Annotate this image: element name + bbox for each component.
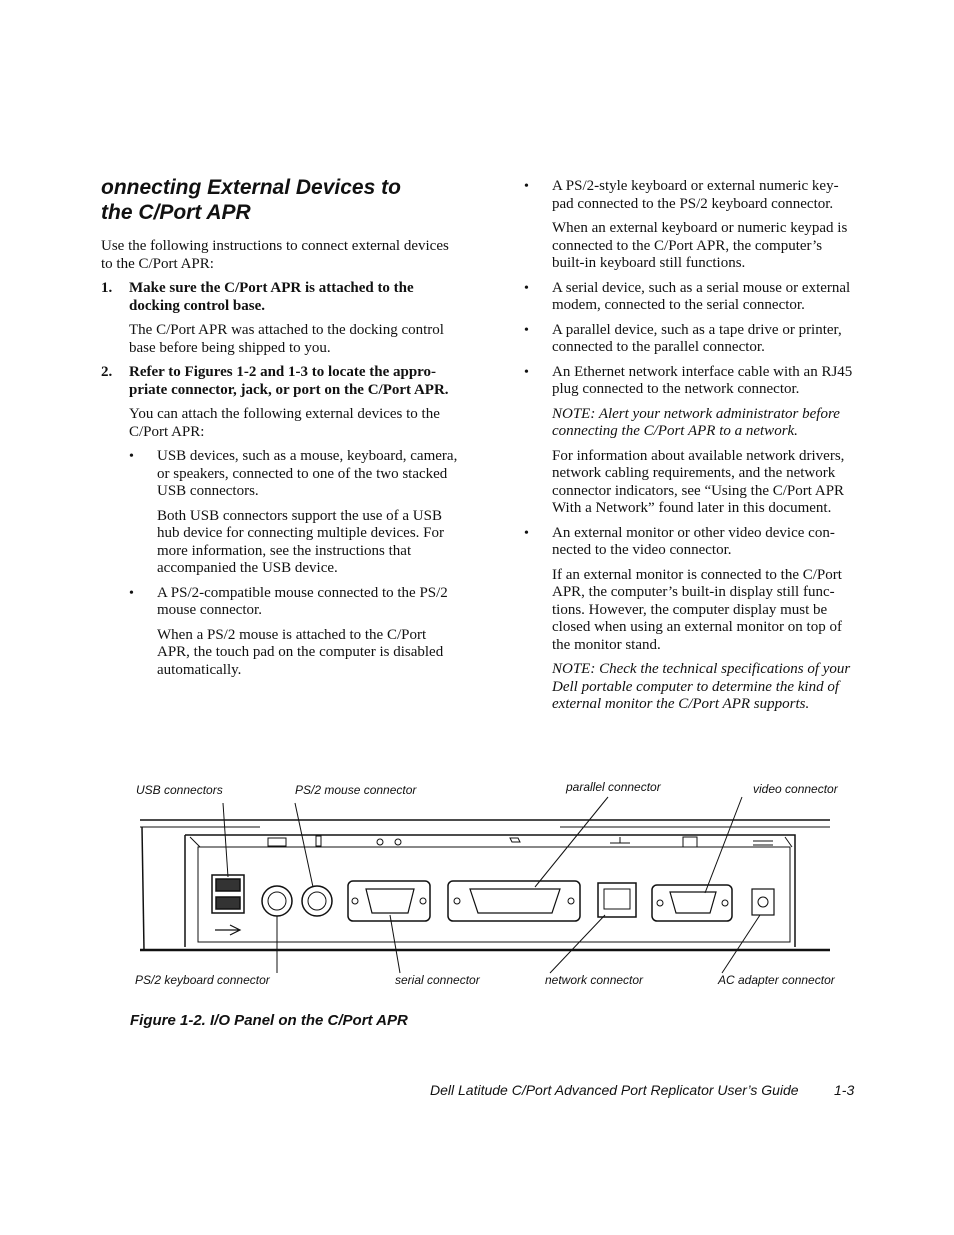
list-item-network xyxy=(524,364,854,399)
list-item-parallel xyxy=(524,322,854,357)
list-item-text: An Ethernet network interface cable with an RJ45 plug connected to the network connector. xyxy=(552,363,853,397)
list-item-text: A parallel device, such as a tape drive or printer, connected to the parallel connector. xyxy=(552,321,842,355)
step-1-body: The C/Port APR was attached to the docking control base before being shipped to you. xyxy=(129,322,444,356)
label-usb-connectors: USB connectors xyxy=(136,783,223,797)
list-item-detail: When an external keyboard or numeric keypad is connected to the C/Port APR, the computer’s built-in keyboard still functions. xyxy=(552,220,848,271)
network-note: NOTE: Alert your network administrator before connecting the C/Port APR to a network. xyxy=(552,405,840,439)
label-ps2-keyboard-connector: PS/2 keyboard connector xyxy=(135,973,270,987)
bullet-icon: • xyxy=(524,322,529,338)
list-item-detail: For information about available network drivers, network cabling requirements, and the network connector indicators, see “Using the C/Port APR With a Network” found later in this document. xyxy=(552,447,845,516)
heading-line-1: onnecting External Devices to xyxy=(101,176,401,199)
step-2 xyxy=(101,364,461,399)
io-panel-figure xyxy=(130,775,850,1000)
heading-line-2: the C/Port APR xyxy=(101,201,251,224)
section-heading xyxy=(101,175,471,225)
label-parallel-connector: parallel connector xyxy=(566,780,661,794)
step-1-text: Make sure the C/Port APR is attached to the docking control base. xyxy=(129,280,414,314)
list-item-usb xyxy=(101,448,461,501)
step-2-text: Refer to Figures 1-2 and 1-3 to locate the appropriate connector, jack, or port on the C/Port APR. xyxy=(129,364,449,398)
bullet-icon: • xyxy=(129,449,134,464)
io-panel-illustration xyxy=(130,775,850,1000)
list-item-text: A PS/2-compatible mouse connected to the PS/2 mouse connector. xyxy=(157,584,448,618)
label-serial-connector: serial connector xyxy=(395,973,480,987)
bullet-icon: • xyxy=(129,585,134,601)
list-item-text: A PS/2-style keyboard or external numeric keypad connected to the PS/2 keyboard connector. xyxy=(552,178,839,212)
step-1-number: 1. xyxy=(101,280,113,296)
list-item-detail: Both USB connectors support the use of a USB hub device for connecting multiple devices. For more information, see the instructions that accompanied the USB device. xyxy=(157,507,444,576)
list-item-ps2-keyboard xyxy=(524,178,854,213)
footer-title: Dell Latitude C/Port Advanced Port Replicator User’s Guide xyxy=(430,1082,799,1098)
list-item-detail: When a PS/2 mouse is attached to the C/Port APR, the touch pad on the computer is disabled automatically. xyxy=(157,626,444,678)
figure-caption: Figure 1-2. I/O Panel on the C/Port APR xyxy=(130,1012,408,1029)
list-item-detail: If an external monitor is connected to the C/Port APR, the computer’s built-in display still functions. However, the computer display must be closed when using an external monitor on top of the monitor stand. xyxy=(552,566,842,653)
bullet-icon: • xyxy=(524,364,529,380)
list-item-text: An external monitor or other video device connected to the video connector. xyxy=(552,524,835,558)
bullet-icon: • xyxy=(524,525,529,541)
label-ac-adapter-connector: AC adapter connector xyxy=(718,973,835,987)
list-item-ps2-mouse xyxy=(101,585,461,620)
bullet-icon: • xyxy=(524,179,529,194)
page-number: 1-3 xyxy=(834,1082,855,1098)
bullet-icon: • xyxy=(524,280,529,296)
label-network-connector: network connector xyxy=(545,973,644,987)
step-2-body: You can attach the following external devices to the C/Port APR: xyxy=(129,406,440,440)
list-item-serial xyxy=(524,280,854,315)
label-video-connector: video connector xyxy=(753,782,838,796)
step-1 xyxy=(101,280,461,315)
monitor-note: NOTE: Check the technical specifications of your Dell portable computer to determine the kind of external monitor the C/Port APR supports. xyxy=(552,661,851,712)
label-ps2-mouse-connector: PS/2 mouse connector xyxy=(295,783,417,797)
list-item-text: USB devices, such as a mouse, keyboard, camera, or speakers, connected to one of the two stacked USB connectors. xyxy=(157,448,458,499)
intro-paragraph: Use the following instructions to connect external devices to the C/Port APR: xyxy=(101,238,449,272)
step-2-number: 2. xyxy=(101,364,113,380)
list-item-text: A serial device, such as a serial mouse or external modem, connected to the serial connector. xyxy=(552,279,851,313)
right-column xyxy=(524,178,854,721)
list-item-video xyxy=(524,525,854,560)
left-column xyxy=(101,238,461,686)
